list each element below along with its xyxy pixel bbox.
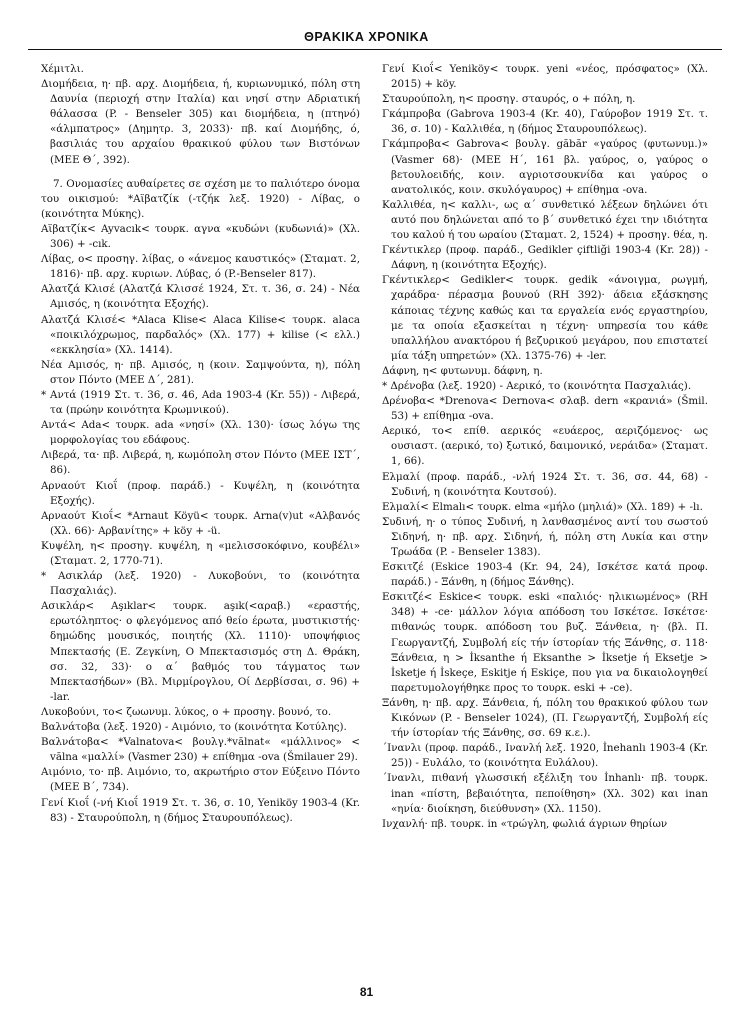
entry-paragraph: Αρναούτ Κιοΐ (προφ. παράδ.) - Κυψέλη, η (κοινότητα Εξοχής). (41, 479, 360, 507)
entry-paragraph: Αλατζά Κλισέ (Αλατζά Κλισσέ 1924, Στ. τ. 36, σ. 24) - Νέα Αμισός, η (κοινότητα Εξοχής). (41, 283, 360, 311)
entry-paragraph: Δάφνη, η< φυτωνυμ. δάφνη, η. (382, 364, 543, 377)
entry-paragraph: Γκάμπροβα (Gabrova 1903-4 (Kr. 40), Γαύροβον 1919 Στ. τ. 36, σ. 10) - Καλλιθέα, η (δήμος Σταυρουπόλεως). (382, 108, 708, 136)
entry-paragraph: Αερικό, το< επίθ. αερικός «ευάερος, αεριζόμενος· ως ουσιαστ. (αερικό, το) ξωτικό, δαιμονικό, νεράιδα» (Σταματ. 1, 66). (382, 425, 708, 468)
entry-paragraph: Διομήδεια, η· πβ. αρχ. Διομήδεια, ή, κυριωνυμικό, πόλη στη Δαυνία (περιοχή στην Ιταλία) και νησί στην Αδριατική θάλασσα (P. - Benseler 305) και διομήδεια, η (πτηνό) «άλμπατρος» (Δημητρ. 3, 2033)· πβ. καί Διομήδης, ό, βασιλιάς του αρχαίου θρακικού φύλου των Βιστόνων (ΜΕΕ Θ΄, 392). (41, 78, 360, 166)
entry-paragraph: Γκέντικλερ< Gedikler< τουρκ. gedik «άνοιγμα, ρωγμή, χαράδρα· πέρασμα βουνού (RH 392)· άδεια εξάσκησης κάποιας τέχνης καθώς και τα εργαλεία ενός εργαστηρίου, με τα οποία εξασκείται η τέχνη· υπηρεσία του κάθε υπαλλήλου ανακτόρου ή βεζυρικού μεγάρου, που επιστατεί μία τάξη υπηρετών» (Χλ. 1375-76) + -ler. (382, 274, 708, 362)
entry-paragraph: Βαλνάτοβα< *Valnatova< βουλγ.*vălnat« «μάλλινος» < vălna «μαλλί» (Vasmer 230) + επίθημα -ova (Šmilauer 29). (41, 736, 360, 764)
entry-paragraph: Βαλνάτοβα (λεξ. 1920) - Αιμόνιο, το (κοινότητα Κοτύλης). (41, 721, 347, 734)
entry-paragraph: Αρναούτ Κιοΐ< *Arnaut Köyü< τουρκ. Arna(v)ut «Αλβανός (Χλ. 66)· Αρβανίτης» + köy + -ü. (41, 509, 360, 537)
entry-paragraph: * Αντά (1919 Στ. τ. 36, σ. 46, Ada 1903-4 (Kr. 55)) - Λιβερά, τα (πρώην κοινότητα Κρωμνικού). (41, 388, 360, 417)
entry-paragraph: Γενί Κιοΐ< Yeniköy< τουρκ. yeni «νέος, πρόσφατος» (Χλ. 2015) + köy. (382, 63, 708, 91)
entry-paragraph: ΄Ινανλι, πιθανή γλωσσική εξέλιξη του İnhanlı· πβ. τουρκ. inan «πίστη, βεβαιότητα, πεποίθηση» (Χλ. 302) και inan «ηνία· διοίκηση, διεύθυνση» (Χλ. 1150). (382, 772, 708, 815)
entry-paragraph: Γενί Κιοΐ (-νή Κιοΐ 1919 Στ. τ. 36, σ. 10, Yeniköy 1903-4 (Kr. 83) - Σταυρούπολη, η (δήμος Σταυρουπόλεως). (41, 796, 360, 824)
entry-paragraph: Ελμαλί< Elmalı< τουρκ. elma «μήλο (μηλιά)» (Χλ. 189) + -lı. (382, 500, 703, 513)
entry-paragraph: Συδινή, η· ο τύπος Συδινή, η λανθασμένος αντί του σωστού Σιδηνή, η· πβ. αρχ. Σιδηνή, ή, πόλη στη Λυκία και στην Τρωάδα (P. - Benseler 1383). (382, 515, 708, 558)
entry-paragraph: Εσκιτζέ< Eskice< τουρκ. eski «παλιός· ηλικιωμένος» (RH 348) + -ce· μάλλον λόγια απόδοση του Ισκέτσε. Ισκέτσε· πιθανώς τουρκ. απόδοση του βυζ. Ξάνθεια, η· (βλ. Π. Γεωργαντζή, Συμβολή είς τήν ίστορίαν τής Ξάνθης, σ. 118· Ξάνθεια, η > İksanthe ή Eksanthe > İksetje ή Eksetje > İsketje ή İskeçe, Eskitje ή Eskiçe, που για να δικαιολογηθεί παρετυμολογήθηκε προς το τουρκ. eski + -ce). (382, 591, 708, 694)
entry-paragraph: Καλλιθέα, η< καλλι-, ως α΄ συνθετικό λέξεων δηλώνει ότι αυτό που δηλώνεται από το β΄ συνθετικό έχει την ιδιότητα του καλού ή του ωραίου (Σταματ. 2, 1524) + προσηγ. θέα, η. (382, 198, 708, 242)
left-column (41, 62, 360, 826)
entry-paragraph: Ασικλάρ< Aşıklar< τουρκ. aşık(<αραβ.) «εραστής, ερωτόληπτος· ο φλεγόμενος από θείο έρωτα, μυστικιστής· δημώδης μουσικός, ποιητής (Χλ. 1110)· υποψήφιος Μπεκτασής (Ε. Ζεγκίνη, Ο Μπεκτασισμός στη Δ. Θράκη, σσ. 32, 33)· ο α΄ βαθμός του τάγματος των Μπεκτασήδων» (Βλ. Μιρμίρογλου, Οί Δερβίσσαι, σ. 96) + -lar. (41, 600, 360, 703)
entry-paragraph: Αλατζά Κλισέ< *Alaca Klise< Alaca Kilise< τουρκ. alaca «ποικιλόχρωμος, παρδαλός» (Χλ. 177) + kilise (< ελλ.) «εκκλησία» (Χλ. 1414). (41, 313, 360, 356)
header-rule (28, 49, 722, 50)
entry-paragraph: Νέα Αμισός, η· πβ. Αμισός, η (κοιν. Σαμψούντα, η), πόλη στον Πόντο (ΜΕΕ Δ΄, 281). (41, 358, 360, 386)
entry-paragraph: Δρένοβα< *Drenova< Dernova< σλαβ. dern «κρανιά» (Šmil. 53) + επίθημα -ova. (382, 395, 708, 423)
entry-paragraph: Κυψέλη, η< προσηγ. κυψέλη, η «μελισσοκόφινο, κουβέλι» (Σταματ. 2, 1770-71). (41, 539, 360, 567)
entry-paragraph: Ελμαλί (προφ. παράδ., -νλή 1924 Στ. τ. 36, σσ. 44, 68) - Συδινή, η (κοινότητα Κουτσού). (382, 470, 708, 498)
running-head: ΘΡΑΚΙΚΑ ΧΡΟΝΙΚΑ (304, 30, 429, 44)
page-number: 81 (359, 985, 374, 999)
section-paragraph: 7. Ονομασίες αυθαίρετες σε σχέση με το παλιότερο όνομα του οικισμού: *Αϊβατζίκ (-τζήκ λεξ. 1920) - Λίβας, ο (κοινότητα Μύκης). (41, 177, 360, 220)
entry-paragraph: * Δρένοβα (λεξ. 1920) - Αερικό, το (κοινότητα Πασχαλιάς). (382, 379, 692, 392)
entry-paragraph: Λιβερά, τα· πβ. Λιβερά, η, κωμόπολη στον Πόντο (ΜΕΕ ΙΣΤ΄, 86). (41, 449, 360, 477)
right-column (382, 62, 708, 832)
entry-paragraph: Χέμιτλι. (41, 63, 84, 75)
entry-paragraph: Λίβας, ο< προσηγ. λίβας, ο «άνεμος καυστικός» (Σταματ. 2, 1816)· πβ. αρχ. κυριων. Λύβας, ό (P.-Benseler 817). (41, 253, 360, 281)
entry-paragraph: Εσκιτζέ (Eskice 1903-4 (Kr. 94, 24), Ισκέτσε κατά προφ. παράδ.) - Ξάνθη, η (δήμος Ξάνθης). (382, 561, 708, 589)
entry-paragraph: Αϊβατζίκ< Ayvacık< τουρκ. αγνα «κυδώνι (κυδωνιά)» (Χλ. 306) + -cık. (41, 222, 360, 251)
entry-paragraph: Σταυρούπολη, η< προσηγ. σταυρός, ο + πόλη, η. (382, 93, 636, 106)
entry-paragraph: Γκέντικλερ (προφ. παράδ., Gedikler çiftliği 1903-4 (Kr. 28)) - Δάφνη, η (κοινότητα Εξοχής). (382, 244, 708, 272)
entry-paragraph: Αιμόνιο, το· πβ. Αιμόνιο, το, ακρωτήριο στον Εύξεινο Πόντο (ΜΕΕ Β΄, 734). (41, 766, 360, 794)
entry-paragraph: Γκάμπροβα< Gabrova< βουλγ. găbăr «γαύρος (φυτωνυμ.)» (Vasmer 68)· (ΜΕΕ Η΄, 161 βλ. γαύρος, ο, γαύρος ο βετουλοειδής, κοιν. αγριοτσουκνίδα και γαύρος ο ανατολικός, κοιν. σκυλόγαυρος) + επίθημα -ova. (382, 138, 708, 196)
entry-paragraph: Αντά< Ada< τουρκ. ada «νησί» (Χλ. 130)· ίσως λόγω της μορφολογίας του εδάφους. (41, 419, 360, 447)
entry-paragraph: * Ασικλάρ (λεξ. 1920) - Λυκοβούνι, το (κοινότητα Πασχαλιάς). (41, 570, 360, 598)
entry-paragraph: Ξάνθη, η· πβ. αρχ. Ξάνθεια, ή, πόλη του θρακικού φύλου των Κικόνων (P. - Benseler 1024), (Π. Γεωργαντζή, Συμβολή είς τήν ίστορίαν τής Ξάνθης, σσ. 69 κ.ε.). (382, 696, 708, 740)
entry-paragraph: Λυκοβούνι, το< ζωωνυμ. λύκος, ο + προσηγ. βουνό, το. (41, 705, 332, 718)
entry-paragraph: Ινχανλή· πβ. τουρκ. in «τρώγλη, φωλιά άγριων θηρίων (382, 817, 668, 830)
entry-paragraph: ΄Ινανλι (προφ. παράδ., Ινανλή λεξ. 1920, İnehanlı 1903-4 (Kr. 25)) - Ευλάλο, το (κοινότητα Ευλάλου). (382, 742, 708, 770)
